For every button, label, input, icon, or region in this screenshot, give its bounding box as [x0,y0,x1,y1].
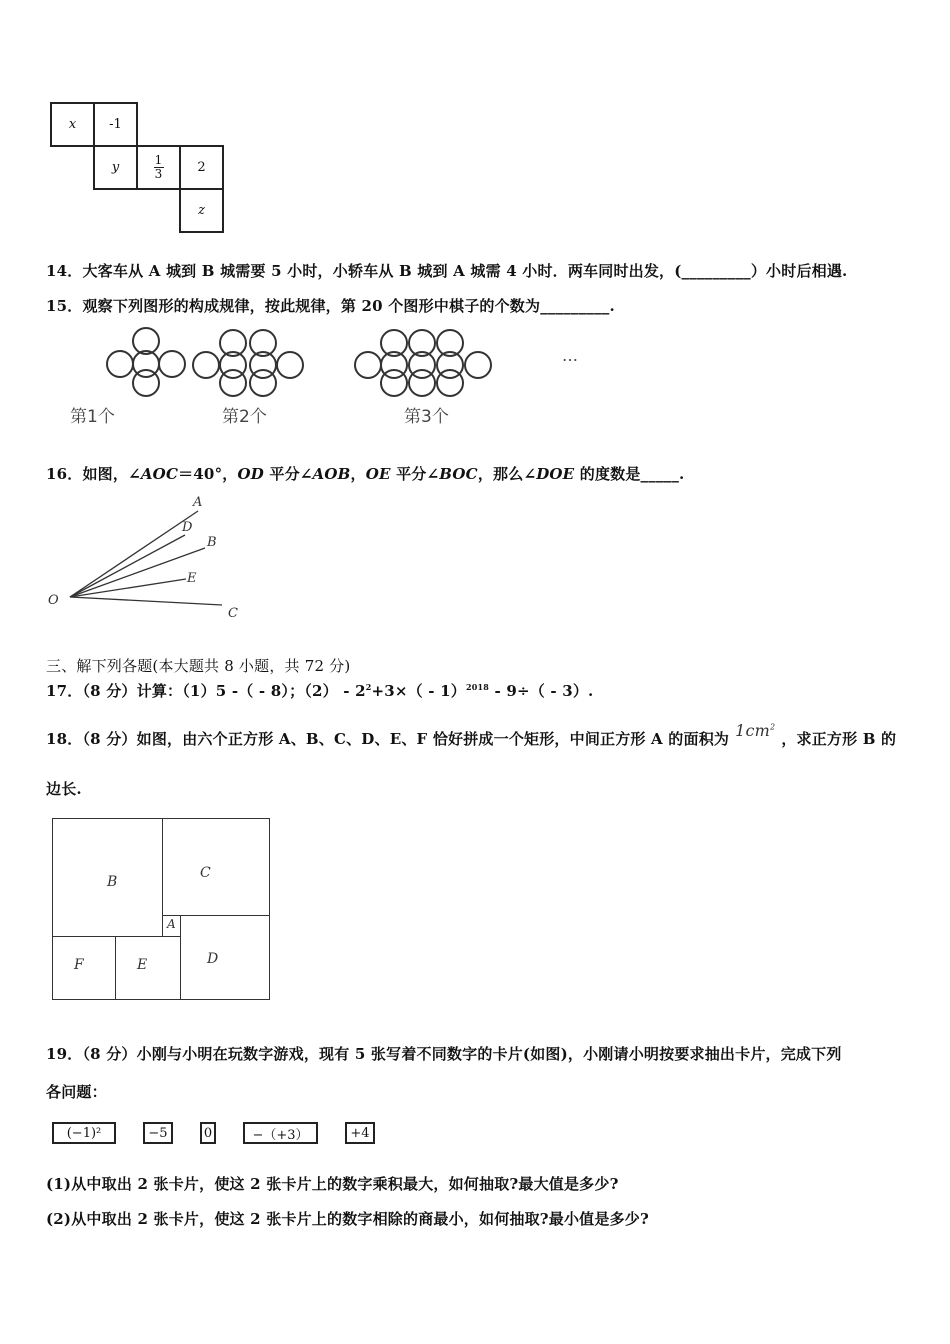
piece [465,352,491,378]
net-cell-fraction [136,145,181,190]
square-d [180,915,270,1000]
piece [193,352,219,378]
ray-b [70,548,205,597]
q16-mid1: 平分 [263,465,300,483]
q17-part-a: 17．（8 分）计算：（1）5 -（ - 8）；（2） - 2 [46,682,366,700]
label-d-square: D [207,951,219,967]
q16-mid2: 平分 [390,465,427,483]
label-e-square: E [137,957,148,973]
angle-doe: ∠DOE [523,465,575,483]
label-e: E [187,571,197,586]
square-e [115,936,181,1000]
card-5: +4 [345,1122,375,1144]
piece [381,370,407,396]
question-19: 19．（8 分）小刚与小明在玩数字游戏，现有 5 张写着不同数字的卡片(如图)，小刚请小明按要求抽出卡片，完成下列 [46,1045,842,1063]
piece [355,352,381,378]
net-cell-y: y [93,145,138,190]
q18-area-unit [735,721,775,740]
q16-then: ，那么 [477,465,524,483]
fraction-numerator: 1 [154,153,163,167]
q16-comma: ， [350,465,366,483]
ray-c [70,597,222,605]
q17-part-b: +3×（ - 1） [371,682,466,700]
angle-figure [40,495,260,630]
card-2: −5 [143,1122,173,1144]
net-cell-2: 2 [179,145,224,190]
square-f [52,936,116,1000]
q17-exponent-2: 2 [365,682,372,692]
pattern-ellipsis: … [562,346,578,365]
question-19-part-2: (2)从中取出 2 张卡片，使这 2 张卡片上的数字相除的商最小，如何抽取?最小值是多少? [46,1210,649,1228]
piece [250,370,276,396]
q18-part-a: 18．（8 分）如图，由六个正方形 A、B、C、D、E、F 恰好拼成一个矩形，中间正方形 A 的面积为 [46,730,730,748]
q18-unit-exponent: 2 [770,722,776,732]
label-b: B [207,535,217,550]
card-1: (−1)² [52,1122,116,1144]
question-17 [46,680,593,701]
q18-part-b: ，求正方形 B 的 [781,730,897,748]
piece [409,370,435,396]
angle-aoc: ∠AOC [128,465,179,483]
question-18 [46,721,897,749]
net-cell-z: z [179,188,224,233]
label-c: C [228,606,238,621]
angle-aob: ∠AOB [299,465,351,483]
q18-unit: 1cm [735,721,771,740]
pattern-caption-3: 第3个 [404,407,449,427]
card-3: 0 [200,1122,216,1144]
q16-prefix: 16．如图， [46,465,129,483]
question-15: 15．观察下列图形的构成规律，按此规律，第 20 个图形中棋子的个数为_________. [46,297,615,315]
net-cell-minus1: -1 [93,102,138,147]
q16-eq: ＝40°， [178,465,238,483]
label-a: A [193,495,203,510]
question-19-continued: 各问题： [46,1083,107,1101]
section-3-heading: 三、解下列各题(本大题共 8 小题，共 72 分) [46,657,351,675]
piece [437,370,463,396]
fraction-one-third [154,154,164,181]
piece [133,370,159,396]
ray-od: OD [237,465,264,483]
label-f-square: F [74,957,84,973]
question-19-part-1: (1)从中取出 2 张卡片，使这 2 张卡片上的数字乘积最大，如何抽取?最大值是多少? [46,1175,619,1193]
piece [107,351,133,377]
angle-boc: ∠BOC [426,465,478,483]
ray-oe: OE [365,465,391,483]
question-16 [46,463,684,484]
q17-part-c: - 9÷（ - 3）. [489,682,594,700]
label-c-square: C [200,865,211,881]
piece [220,370,246,396]
label-b-square: B [107,874,118,890]
q17-exponent-2018: 2018 [465,682,490,692]
card-4: −（+3） [243,1122,318,1144]
question-18-continued: 边长. [46,780,82,798]
pattern-caption-1: 第1个 [70,407,115,427]
label-o: O [48,593,59,608]
square-c [162,818,270,916]
label-a-square: A [167,917,176,931]
pattern-caption-2: 第2个 [222,407,267,427]
piece [277,352,303,378]
label-d: D [182,520,193,535]
ray-a [70,511,198,597]
pattern-figure [50,325,590,400]
piece [159,351,185,377]
q16-suffix: 的度数是_____. [574,465,685,483]
fraction-denominator: 3 [154,167,163,181]
question-14: 14．大客车从 A 城到 B 城需要 5 小时，小轿车从 B 城到 A 城需 4 小时．两车同时出发，(_________）小时后相遇. [46,262,848,280]
net-cell-x: x [50,102,95,147]
